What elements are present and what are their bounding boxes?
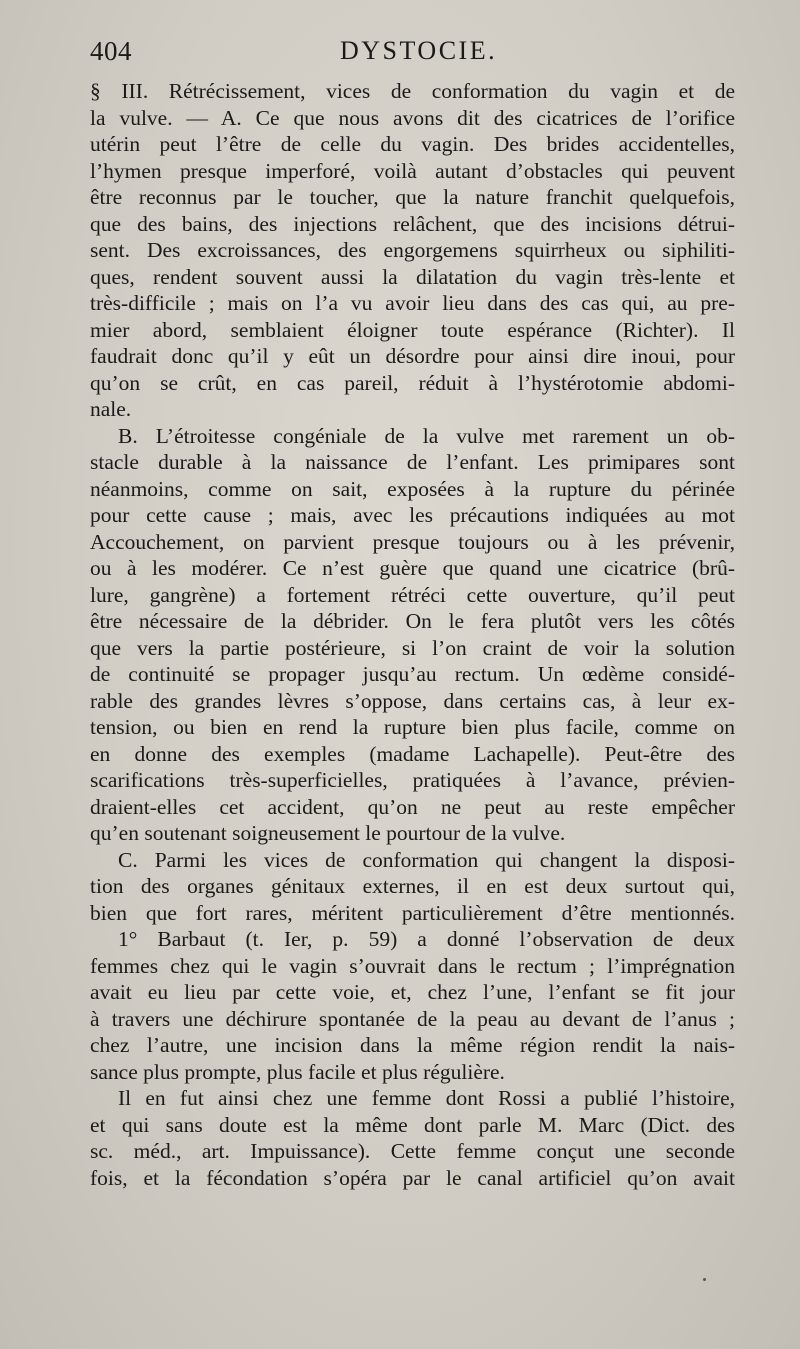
text-line: que vers la partie postérieure, si l’on craint de voir la solution	[90, 635, 735, 660]
text-line: ques, rendent souvent aussi la dilatation du vagin très-lente et	[90, 264, 735, 289]
text-line: C. Parmi les vices de conformation qui changent la disposi-	[118, 847, 735, 872]
page-header	[90, 36, 735, 76]
text-line: faudrait donc qu’il y eût un désordre pour ainsi dire inoui, pour	[90, 344, 735, 368]
body-text	[90, 78, 735, 1191]
text-line: tension, ou bien en rend la rupture bien plus facile, comme on	[90, 715, 735, 739]
text-line: à travers une déchirure spontanée de la peau au devant de l’anus ;	[90, 1006, 735, 1031]
print-speck	[703, 1278, 706, 1281]
text-line: pour cette cause ; mais, avec les précautions indiquées au mot	[90, 503, 735, 527]
text-line: néanmoins, comme on sait, exposées à la rupture du périnée	[90, 476, 735, 501]
text-line: 1° Barbaut (t. Ier, p. 59) a donné l’observation de deux	[118, 927, 735, 951]
text-line: nale.	[90, 397, 132, 421]
running-head: DYSTOCIE.	[340, 36, 498, 65]
text-line: scarifications très-superficielles, pratiquées à l’avance, prévien-	[90, 768, 735, 792]
text-line: très-difficile ; mais on l’a vu avoir lieu dans des cas qui, au pre-	[90, 291, 735, 315]
text-line: en donne des exemples (madame Lachapelle). Peut-être des	[90, 741, 735, 766]
text-line: chez l’autre, une incision dans la même région rendit la nais-	[90, 1033, 735, 1057]
text-line: sent. Des excroissances, des engorgemens squirrheux ou siphiliti-	[90, 238, 735, 262]
text-line: § III. Rétrécissement, vices de conformation du vagin et de	[90, 79, 735, 103]
text-line: avait eu lieu par cette voie, et, chez l’une, l’enfant se fit jour	[90, 980, 735, 1004]
text-line: mier abord, semblaient éloigner toute espérance (Richter). Il	[90, 317, 735, 342]
text-line: qu’on se crût, en cas pareil, réduit à l’hystérotomie abdomi-	[90, 370, 735, 395]
text-line: et qui sans doute est la même dont parle M. Marc (Dict. des	[90, 1112, 735, 1137]
page-number: 404	[90, 36, 132, 66]
text-line: Il en fut ainsi chez une femme dont Rossi a publié l’histoire,	[118, 1086, 735, 1110]
text-line: stacle durable à la naissance de l’enfant. Les primipares sont	[90, 450, 735, 474]
text-line: tion des organes génitaux externes, il en est deux surtout qui,	[90, 874, 735, 898]
text-line: rable des grandes lèvres s’oppose, dans certains cas, à leur ex-	[90, 688, 735, 713]
text-line: femmes chez qui le vagin s’ouvrait dans le rectum ; l’imprégnation	[90, 953, 735, 978]
text-line: draient-elles cet accident, qu’on ne peut au reste empêcher	[90, 794, 735, 819]
text-line: sance plus prompte, plus facile et plus régulière.	[90, 1059, 505, 1084]
text-line: fois, et la fécondation s’opéra par le canal artificiel qu’on avait	[90, 1165, 735, 1190]
text-line: que des bains, des injections relâchent, que des incisions détrui-	[90, 211, 735, 236]
text-line: de continuité se propager jusqu’au rectum. Un œdème considé-	[90, 662, 735, 686]
text-line: bien que fort rares, méritent particulièrement d’être mentionnés.	[90, 900, 735, 925]
text-line: être nécessaire de la débrider. On le fera plutôt vers les côtés	[90, 609, 735, 633]
text-line: l’hymen presque imperforé, voilà autant d’obstacles qui peuvent	[90, 158, 735, 183]
text-line: ou à les modérer. Ce n’est guère que quand une cicatrice (brû-	[90, 556, 735, 580]
text-line: sc. méd., art. Impuissance). Cette femme conçut une seconde	[90, 1139, 735, 1163]
text-line: B. L’étroitesse congéniale de la vulve met rarement un ob-	[118, 423, 735, 448]
text-line: Accouchement, on parvient presque toujours ou à les prévenir,	[90, 529, 735, 554]
text-line: qu’en soutenant soigneusement le pourtour de la vulve.	[90, 821, 566, 845]
text-line: lure, gangrène) a fortement rétréci cette ouverture, qu’il peut	[90, 582, 735, 607]
text-line: la vulve. — A. Ce que nous avons dit des cicatrices de l’orifice	[90, 105, 735, 130]
text-line: être reconnus par le toucher, que la nature franchit quelquefois,	[90, 185, 735, 209]
text-line: utérin peut l’être de celle du vagin. Des brides accidentelles,	[90, 132, 735, 156]
